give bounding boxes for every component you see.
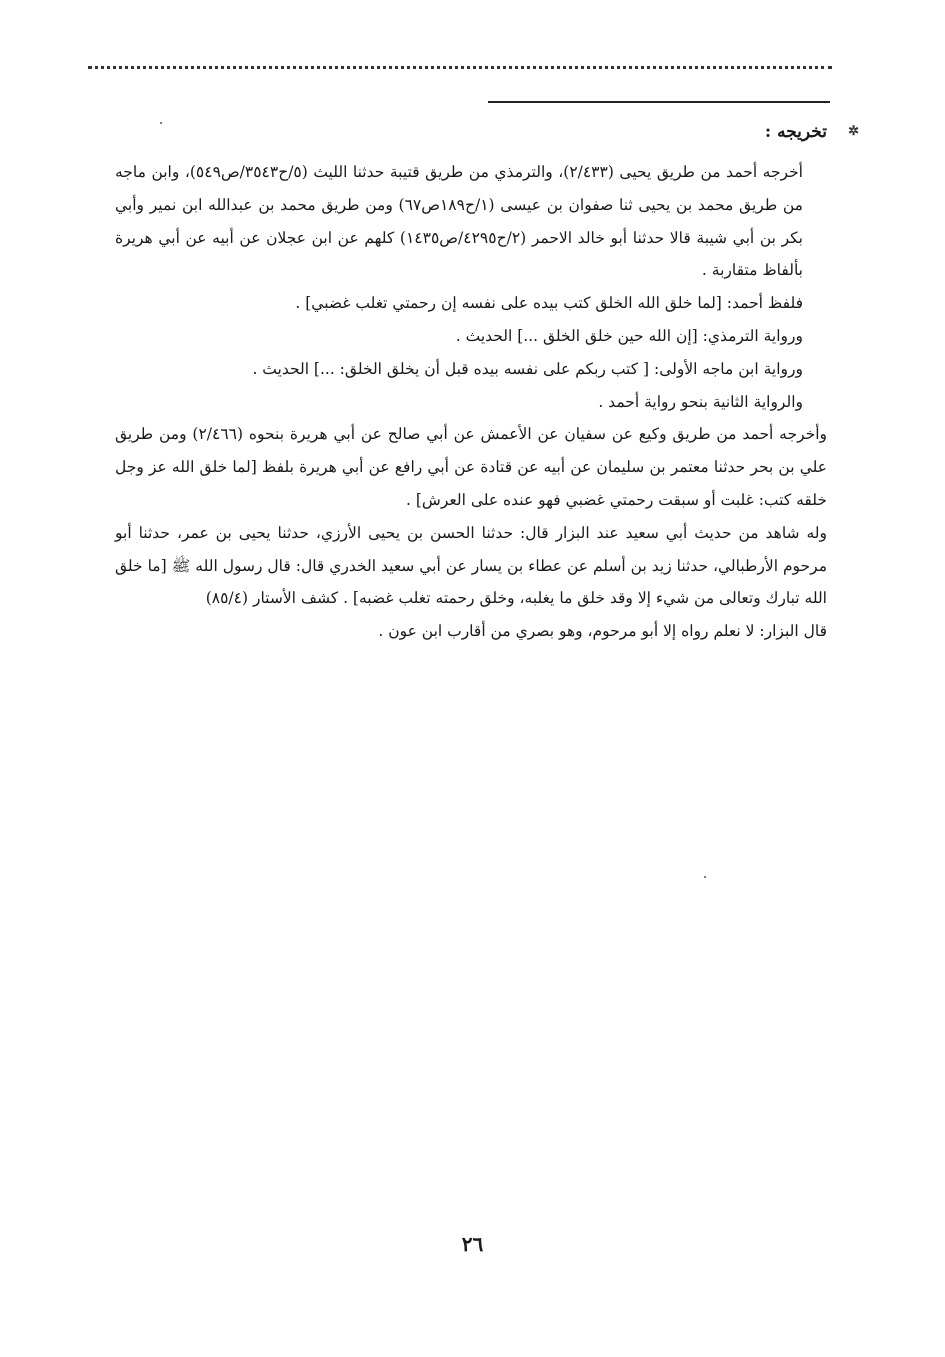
top-dotted-rule (88, 66, 832, 69)
paragraph-qawl-bazzar: قال البزار: لا نعلم رواه إلا أبو مرحوم، وهو بصري من أقارب ابن عون . (378, 622, 827, 641)
paragraph-takhrij-ahmad-waki: وأخرجه أحمد من طريق وكيع عن سفيان عن الأعمش عن أبي صالح عن أبي هريرة بنحوه (٢/٤٦٦) ومن طريق علي بن بحر حدثنا معتمر بن سليمان عن أبيه عن قتادة عن أبي رافع عن أبي هريرة بلفظ [لما خلق الله عز وجل خلقه كتب: غلبت أو سبقت رحمتي غضبي فهو عنده على العرش] . (115, 425, 827, 509)
paragraph-riwayat-ibn-majah: ورواية ابن ماجه الأولى: [ كتب ربكم على نفسه بيده قبل أن يخلق الخلق: ...] الحديث . (252, 359, 803, 378)
paragraph-riwaya-thaniya: والرواية الثانية بنحو رواية أحمد . (598, 392, 803, 411)
paragraph-riwayat-tirmidhi: ورواية الترمذي: [إن الله حين خلق الخلق ...] الحديث . (455, 326, 803, 345)
section-heading: تخريجه : (764, 122, 827, 142)
paragraph-lafz-ahmad: فلفظ أحمد: [لما خلق الله الخلق كتب بيده على نفسه إن رحمتي تغلب غضبي] . (295, 294, 803, 313)
paragraph-shahid-abi-said: وله شاهد من حديث أبي سعيد عند البزار قال: حدثنا الحسن بن يحيى الأرزي، حدثنا يحيى بن عمر، حدثنا أبو مرحوم الأرطبالي، حدثنا زيد بن أسلم عن عطاء بن يسار عن أبي سعيد الخدري قال: قال رسول الله ﷺ [ما خلق الله تبارك وتعالى من شيء إلا وقد خلق ما يغلبه، وخلق رحمته تغلب غضبه] . كشف الأستار (٨٥/٤) (115, 523, 827, 608)
takhrij-section (115, 118, 859, 648)
section-body (115, 156, 827, 648)
asterisk-icon: ✲ (848, 124, 859, 139)
scan-speck (160, 122, 162, 124)
scan-speck (704, 876, 706, 878)
section-heading-row (115, 118, 859, 152)
footnote-separator (488, 101, 830, 103)
paragraph-takhrij-ahmad: أخرجه أحمد من طريق يحيى (٢/٤٣٣)، والترمذي من طريق قتيبة حدثنا الليث (٥/ح٣٥٤٣/ص٥٤٩)، وابن ماجه من طريق محمد بن يحيى ثنا صفوان بن عيسى (١/ح١٨٩ص٦٧) ومن طريق محمد بن عبدالله ابن نمير وأبي بكر بن أبي شيبة قالا حدثنا أبو خالد الاحمر (٢/ح٤٢٩٥/ص١٤٣٥) كلهم عن ابن عجلان عن أبيه عن أبي هريرة بألفاظ متقاربة . (115, 163, 804, 280)
page-number: ٢٦ (461, 1232, 484, 1256)
